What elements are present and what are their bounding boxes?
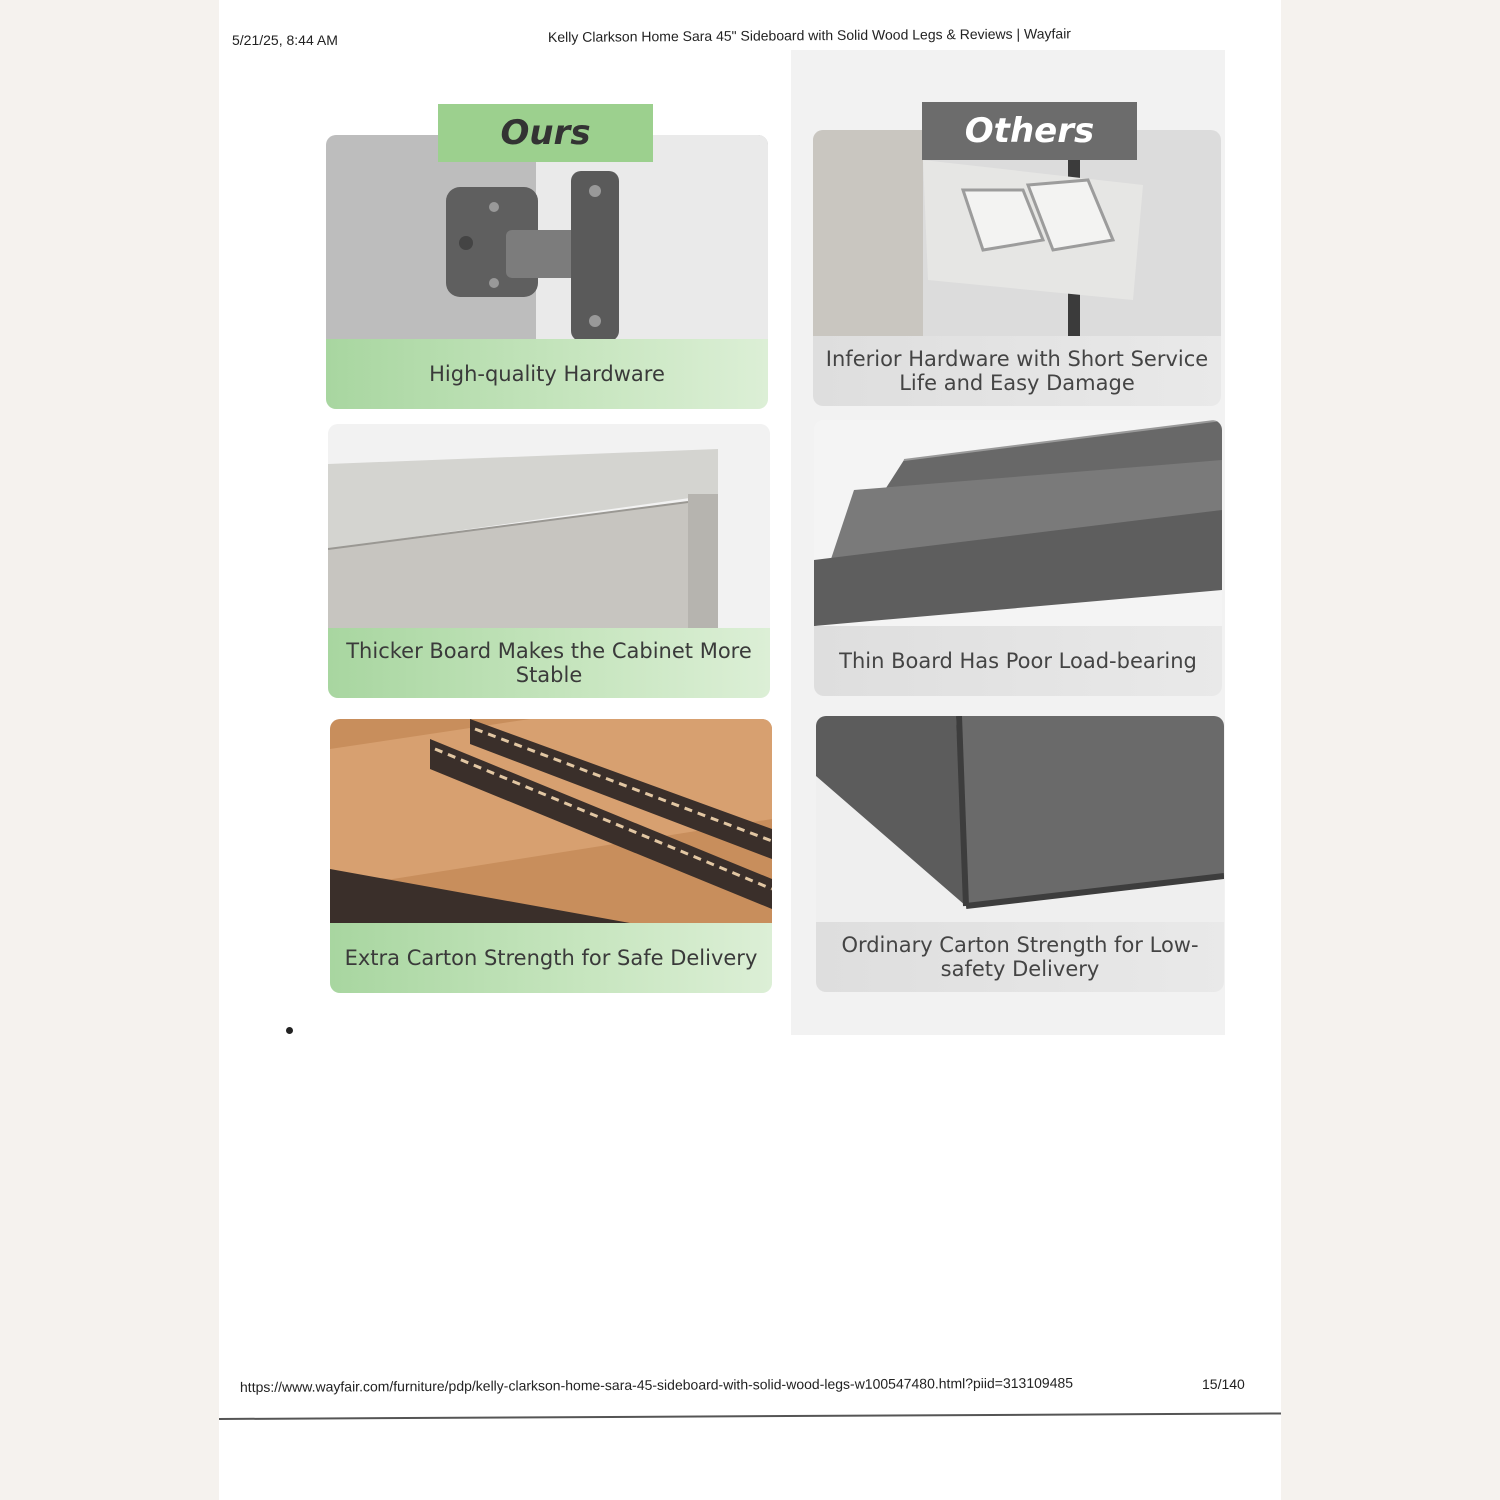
print-date: 5/21/25, 8:44 AM	[232, 32, 338, 48]
others-board-card	[814, 420, 1222, 696]
corrugated-carton-photo	[330, 719, 772, 923]
print-url: https://www.wayfair.com/furniture/pdp/kelly-clarkson-home-sara-45-sideboard-with-solid-wood-legs-w100547480.html?piid=313109485	[239, 1374, 1074, 1395]
card-caption: Ordinary Carton Strength for Low-safety Delivery	[816, 922, 1224, 992]
ours-hardware-card	[326, 135, 768, 409]
card-caption: Inferior Hardware with Short Service Life and Easy Damage	[813, 336, 1221, 406]
print-page-title: Kelly Clarkson Home Sara 45" Sideboard with Solid Wood Legs & Reviews | Wayfair	[547, 25, 1071, 45]
printed-page	[219, 0, 1281, 1500]
ours-board-card	[328, 424, 770, 698]
damaged-hinge-photo	[813, 130, 1221, 336]
card-caption: Thicker Board Makes the Cabinet More Stable	[328, 628, 770, 698]
thick-board-photo	[328, 424, 770, 628]
ordinary-carton-photo	[816, 716, 1224, 922]
scan-edge-line	[219, 1412, 1281, 1420]
others-hardware-card	[813, 130, 1221, 406]
card-caption: High-quality Hardware	[326, 339, 768, 409]
thin-boards-photo	[814, 420, 1222, 626]
ours-carton-card	[330, 719, 772, 993]
cabinet-hinge-photo	[326, 135, 768, 339]
print-page-number: 15/140	[1202, 1376, 1245, 1392]
card-caption: Extra Carton Strength for Safe Delivery	[330, 923, 772, 993]
bullet-point	[286, 1027, 293, 1034]
card-caption: Thin Board Has Poor Load-bearing	[814, 626, 1222, 696]
others-carton-card	[816, 716, 1224, 992]
ours-tag: Ours	[438, 104, 653, 162]
others-tag: Others	[922, 102, 1137, 160]
